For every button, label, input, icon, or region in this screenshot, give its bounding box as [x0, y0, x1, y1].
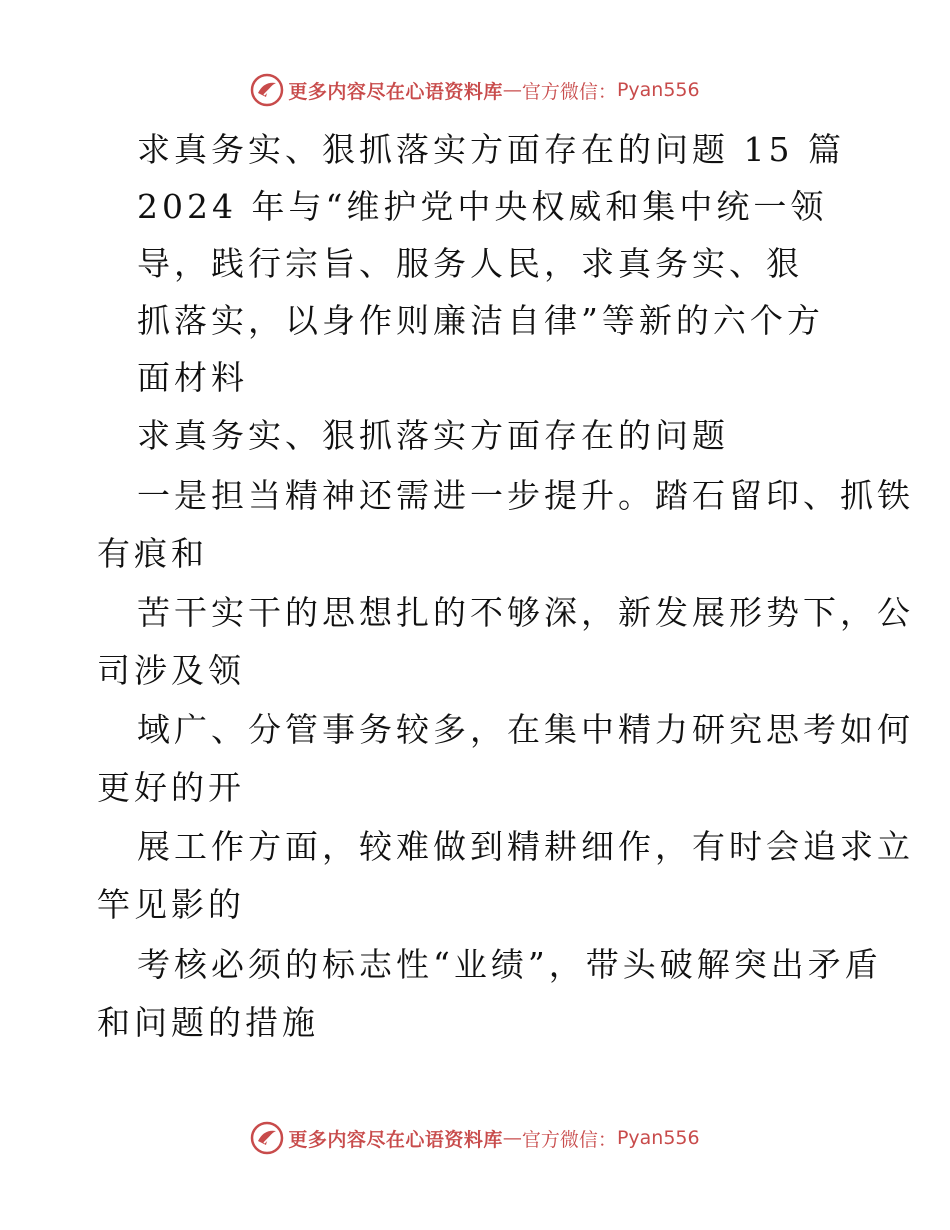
paragraph-line: 苦干实干的思想扎的不够深，新发展形势下，公: [137, 593, 914, 632]
paragraph-line: 展工作方面，较难做到精耕细作，有时会追求立: [137, 827, 914, 866]
paragraph-line: 域广、分管事务较多，在集中精力研究思考如何: [137, 710, 914, 749]
paragraph-line: 竿见影的: [97, 885, 245, 924]
paragraph-line: 和问题的措施: [97, 1003, 319, 1042]
banner-wechat-label: 官方微信：: [521, 1128, 617, 1151]
banner-title: 更多内容尽在心语资料库: [288, 80, 503, 103]
footer-banner: [0, 1118, 950, 1158]
banner-dash: —: [502, 1127, 522, 1149]
doc-title-line: 求真务实、狠抓落实方面存在的问题 15 篇: [137, 130, 845, 169]
banner-dash: —: [502, 79, 522, 101]
brand-logo-icon: [250, 73, 284, 107]
paragraph-line: 有痕和: [97, 534, 208, 573]
doc-title-line: 导，践行宗旨、服务人民，求真务实、狠: [137, 244, 803, 283]
paragraph-line: 一是担当精神还需进一步提升。踏石留印、抓铁: [137, 476, 914, 515]
paragraph-line: 司涉及领: [97, 651, 245, 690]
banner-wechat-id: Pyan556: [616, 79, 700, 101]
header-banner: [0, 70, 950, 110]
section-heading: 求真务实、狠抓落实方面存在的问题: [137, 416, 729, 455]
paragraph-line: 更好的开: [97, 768, 245, 807]
doc-title-line: 2024 年与“维护党中央权威和集中统一领: [137, 187, 828, 226]
banner-title: 更多内容尽在心语资料库: [288, 1128, 503, 1151]
banner-wechat-id: Pyan556: [616, 1127, 700, 1149]
brand-logo-icon: [250, 1121, 284, 1155]
paragraph-line: 考核必须的标志性“业绩”，带头破解突出矛盾: [137, 945, 882, 984]
doc-title-line: 抓落实，以身作则廉洁自律”等新的六个方: [137, 301, 824, 340]
banner-wechat-label: 官方微信：: [521, 80, 617, 103]
doc-title-line: 面材料: [137, 358, 248, 397]
